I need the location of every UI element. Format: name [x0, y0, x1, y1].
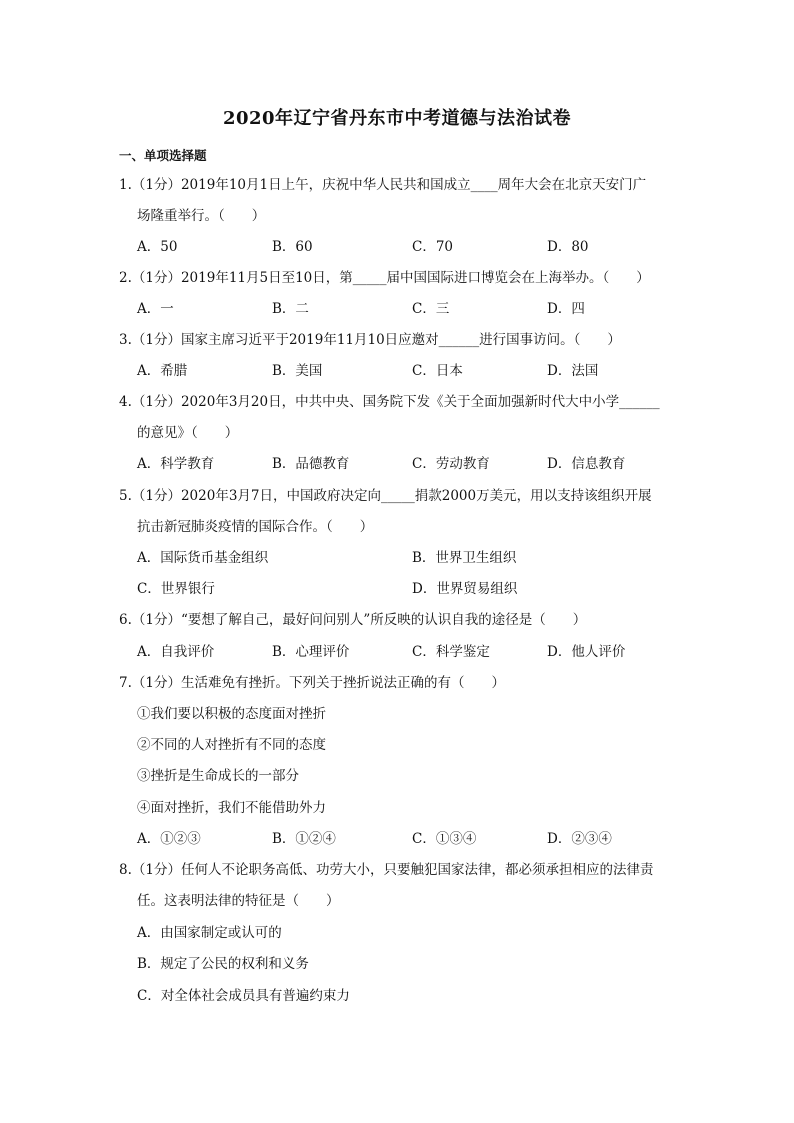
question-8-continued: 任。这表明法律的特征是（ ） — [137, 893, 340, 909]
q4-option-c: C．劳动教育 — [412, 456, 490, 472]
q4-option-b: B．品德教育 — [272, 456, 350, 472]
q5-option-b: B．世界卫生组织 — [412, 550, 517, 566]
q7-statement-4: ④面对挫折，我们不能借助外力 — [137, 800, 326, 816]
q8-option-a: A．由国家制定或认可的 — [137, 925, 282, 941]
q8-option-b: B．规定了公民的权利和义务 — [137, 956, 309, 972]
question-4-continued: 的意见》（ ） — [137, 425, 239, 441]
question-1: 1.（1分）2019年10月1日上午，庆祝中华人民共和国成立____周年大会在北京天安门广 — [119, 177, 647, 193]
q7-statement-3: ③挫折是生命成长的一部分 — [137, 768, 299, 784]
q6-option-a: A．自我评价 — [137, 644, 215, 660]
question-6: 6.（1分）“要想了解自己，最好问问别人”所反映的认识自我的途径是（ ） — [119, 612, 587, 628]
question-5: 5.（1分）2020年3月7日，中国政府决定向_____捐款2000万美元，用以支持该组织开展 — [119, 488, 652, 504]
q1-option-b: B．60 — [272, 239, 313, 255]
q1-option-d: D．80 — [547, 239, 589, 255]
question-7: 7.（1分）生活难免有挫折。下列关于挫折说法正确的有（ ） — [119, 675, 505, 691]
section-heading: 一、单项选择题 — [119, 148, 207, 163]
q1-option-a: A．50 — [137, 239, 178, 255]
q4-option-a: A．科学教育 — [137, 456, 215, 472]
q1-option-c: C．70 — [412, 239, 454, 255]
q3-option-c: C．日本 — [412, 363, 463, 379]
question-5-continued: 抗击新冠肺炎疫情的国际合作。（ ） — [137, 519, 374, 535]
q7-option-b: B．①②④ — [272, 831, 336, 847]
q6-option-d: D．他人评价 — [547, 644, 626, 660]
q5-option-c: C．世界银行 — [137, 581, 215, 597]
q7-option-d: D．②③④ — [547, 831, 612, 847]
q3-option-b: B．美国 — [272, 363, 323, 379]
q7-statement-1: ①我们要以积极的态度面对挫折 — [137, 706, 326, 722]
q2-option-d: D．四 — [547, 301, 585, 317]
question-3: 3.（1分）国家主席习近平于2019年11月10日应邀对______进行国事访问。（ ） — [119, 332, 621, 348]
question-8: 8.（1分）任何人不论职务高低、功劳大小，只要触犯国家法律，都必须承担相应的法律责 — [119, 862, 654, 878]
q7-option-c: C．①③④ — [412, 831, 477, 847]
q8-option-c: C．对全体社会成员具有普遍约束力 — [137, 988, 350, 1004]
q4-option-d: D．信息教育 — [547, 456, 626, 472]
question-1-continued: 场隆重举行。（ ） — [137, 208, 266, 224]
q3-option-d: D．法国 — [547, 363, 599, 379]
q2-option-c: C．三 — [412, 301, 450, 317]
page-title: 2020年辽宁省丹东市中考道德与法治试卷 — [222, 108, 572, 129]
q6-option-c: C．科学鉴定 — [412, 644, 490, 660]
q5-option-a: A．国际货币基金组织 — [137, 550, 269, 566]
q2-option-a: A．一 — [137, 301, 174, 317]
q5-option-d: D．世界贸易组织 — [412, 581, 518, 597]
question-2: 2.（1分）2019年11月5日至10日，第_____届中国国际进口博览会在上海举办。（ ） — [119, 270, 650, 286]
q3-option-a: A．希腊 — [137, 363, 188, 379]
q7-option-a: A．①②③ — [137, 831, 201, 847]
q2-option-b: B．二 — [272, 301, 309, 317]
q7-statement-2: ②不同的人对挫折有不同的态度 — [137, 737, 326, 753]
question-4: 4.（1分）2020年3月20日，中共中央、国务院下发《关于全面加强新时代大中小学______ — [119, 394, 660, 410]
q6-option-b: B．心理评价 — [272, 644, 350, 660]
